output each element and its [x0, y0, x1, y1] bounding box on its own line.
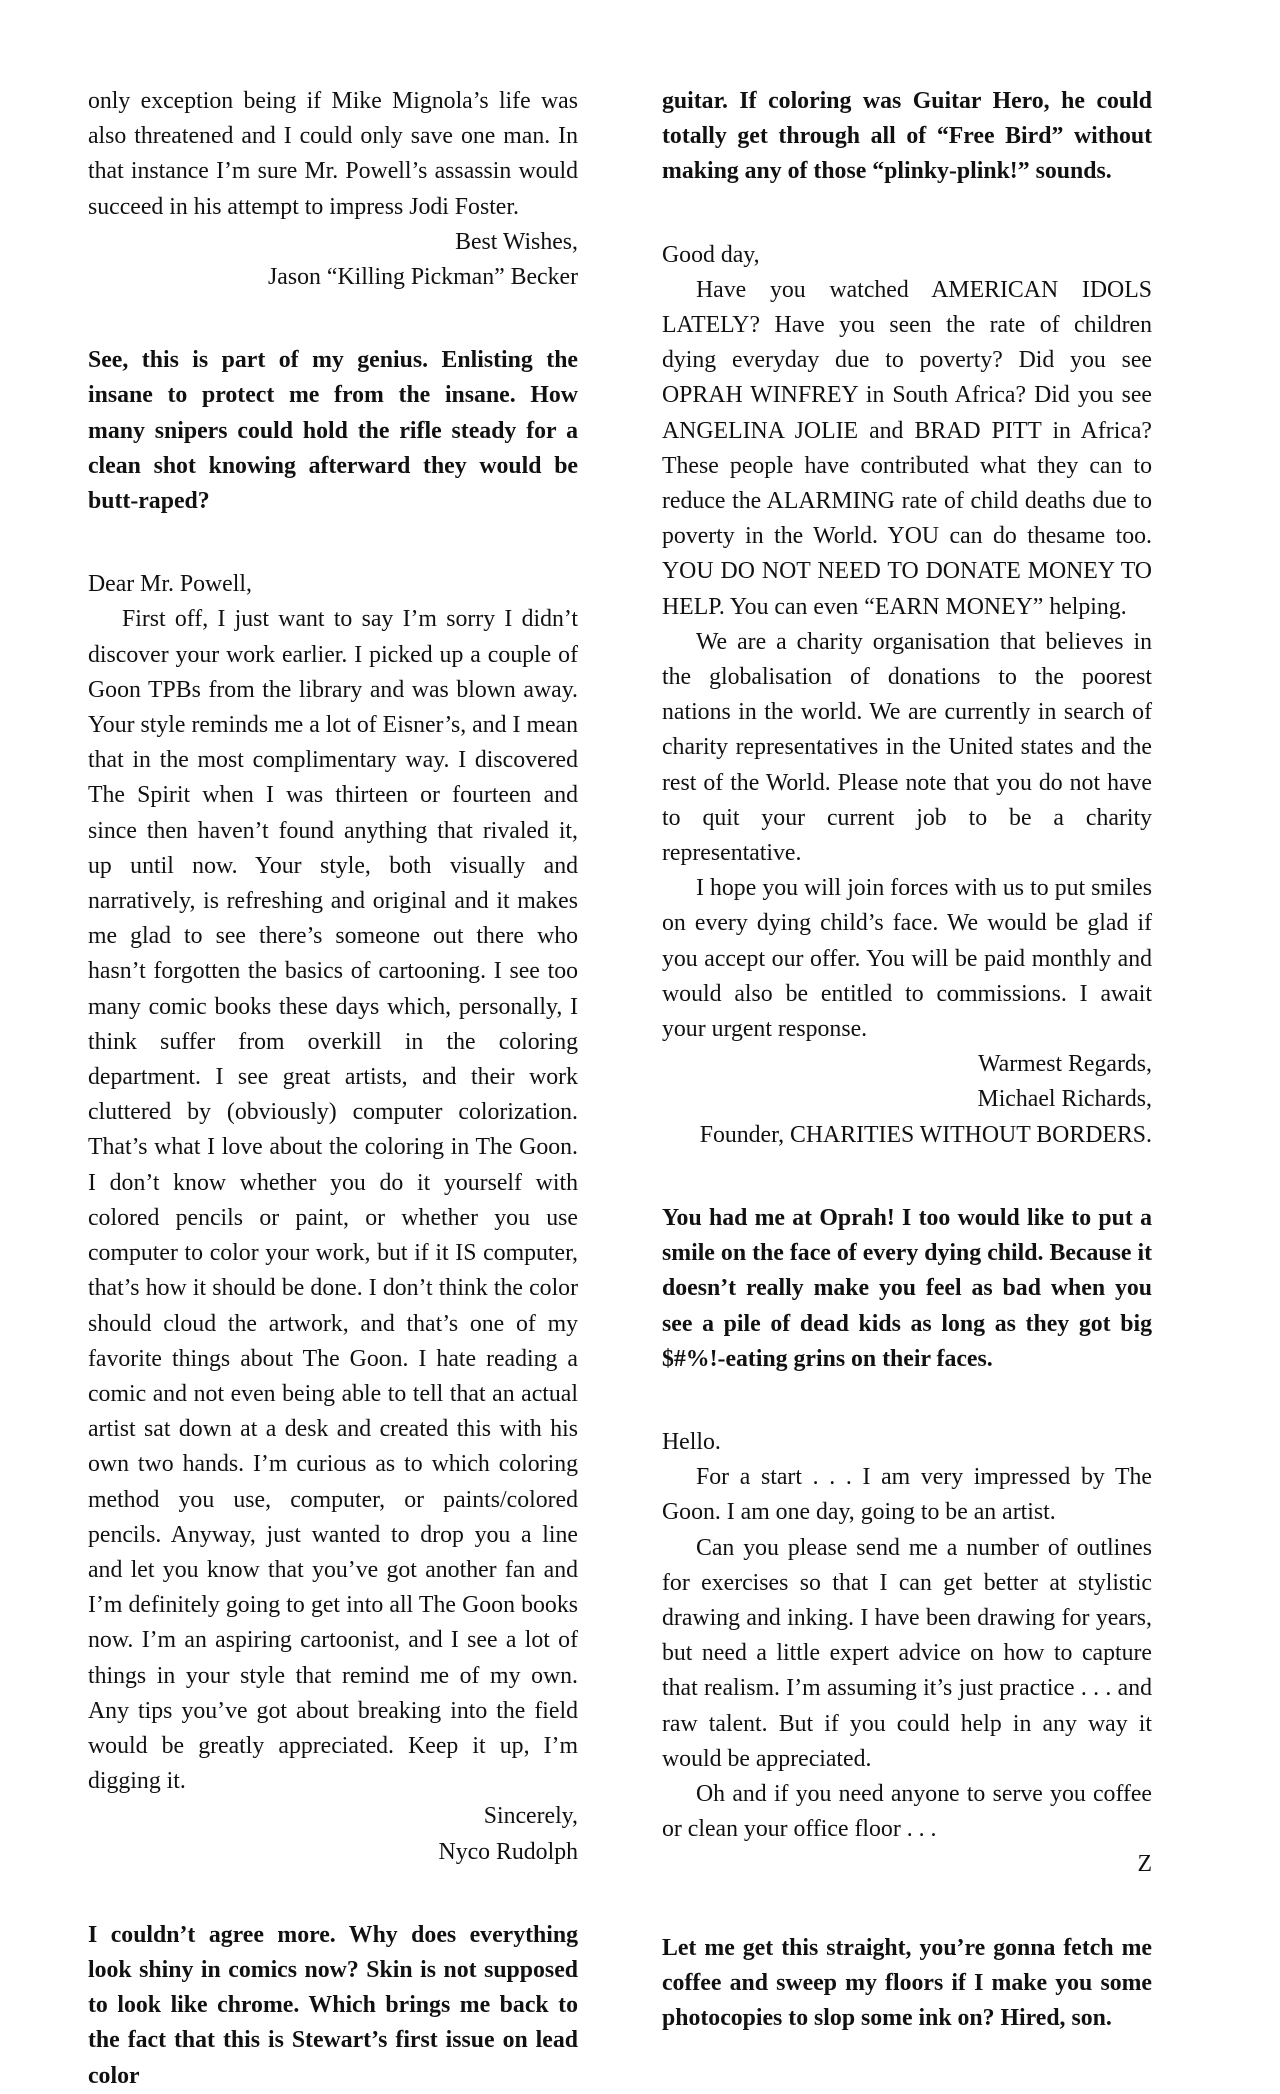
letter-paragraph: Have you watched AMERICAN IDOLS LATELY? Have you seen the rate of children dying everyday due to poverty? Did you see OPRAH WINFREY in South Africa? Did you see ANGELINA JOLIE and BRAD PITT in Africa? These people have contributed what they can to reduce the ALARMING rate of child deaths due to poverty in the World. YOU can do thesame too. YOU DO NOT NEED TO DONATE MONEY TO HELP. You can even “EARN MONEY” helping. — [662, 276, 1152, 620]
letter-continuation: only exception being if Mike Mignola’s life was also threatened and I could only save one man. In that instance I’m sure Mr. Powell’s assassin would succeed in his attempt to impress Jodi Foster. — [88, 88, 578, 220]
editor-response: I couldn’t agree more. Why does everything look shiny in comics now? Skin is not supposed to look like chrome. Which brings me back to the fact that this is Stewart’s first issue on lead color — [88, 1921, 578, 2089]
editor-response: See, this is part of my genius. Enlisting the insane to protect me from the insane. How many snipers could hold the rifle steady for a clean shot knowing afterward they would be butt-raped? — [88, 347, 578, 515]
letter-greeting: Hello. — [662, 1428, 721, 1455]
letter-paragraph: For a start . . . I am very impressed by The Goon. I am one day, going to be an artist. — [662, 1464, 1152, 1526]
left-column — [88, 84, 578, 2094]
letter-paragraph: Can you please send me a number of outlines for exercises so that I can get better at stylistic drawing and inking. I have been drawing for years, but need a little expert advice on how to capture that realism. I’m assuming it’s just practice . . . and raw talent. But if you could help in any way it would be appreciated. — [662, 1534, 1152, 1772]
letter-paragraph: First off, I just want to say I’m sorry I didn’t discover your work earlier. I picked up a couple of Goon TPBs from the library and was blown away. Your style reminds me a lot of Eisner’s, and I mean that in the most complimentary way. I discovered The Spirit when I was thirteen or fourteen and since then haven’t found anything that rivaled it, up until now. Your style, both visually and narratively, is refreshing and original and it makes me glad to see there’s someone out there who hasn’t forgotten the basics of cartooning. I see too many comic books these days which, personally, I think suffer from overkill in the coloring department. I see great artists, and their work cluttered by (obviously) computer colorization. That’s what I love about the coloring in The Goon. I don’t know whether you do it yourself with colored pencils or paint, or whether you use computer to color your work, but if it IS computer, that’s how it should be done. I don’t think the color should cloud the artwork, and that’s one of my favorite things about The Goon. I hate reading a comic and not even being able to tell that an actual artist sat down at a desk and created this with his own two hands. I’m curious as to which coloring method you use, computer, or paints/colored pencils. Anyway, just wanted to drop you a line and let you know that you’ve got another fan and I’m definitely going to get into all The Goon books now. I’m an aspiring cartoonist, and I see a lot of things in your style that remind me of my own. Any tips you’ve got about breaking into the field would be greatly appreciated. Keep it up, I’m digging it. — [88, 606, 578, 1795]
letter-greeting: Dear Mr. Powell, — [88, 571, 252, 598]
signature: Nyco Rudolph — [438, 1838, 578, 1865]
editor-response-continuation: guitar. If coloring was Guitar Hero, he could totally get through all of “Free Bird” without making any of those “plinky-plink!” sounds. — [662, 88, 1152, 185]
editor-response: You had me at Oprah! I too would like to put a smile on the face of every dying child. Because it doesn’t really make you feel as bad when you see a pile of dead kids as long as they got big $#%!-eating grins on their faces. — [662, 1204, 1152, 1372]
right-column — [662, 84, 1152, 2036]
signoff: Sincerely, — [483, 1803, 578, 1830]
editor-response: Let me get this straight, you’re gonna fetch me coffee and sweep my floors if I make you some photocopies to slop some ink on? Hired, son. — [662, 1934, 1152, 2031]
signature-title: Founder, CHARITIES WITHOUT BORDERS. — [699, 1121, 1152, 1148]
letter-greeting: Good day, — [662, 241, 760, 268]
signature: Jason “Killing Pickman” Becker — [268, 264, 578, 291]
signature: Michael Richards, — [977, 1086, 1152, 1113]
signoff: Warmest Regards, — [978, 1051, 1152, 1078]
signoff: Best Wishes, — [455, 228, 578, 255]
letter-paragraph: Oh and if you need anyone to serve you coffee or clean your office floor . . . — [662, 1780, 1152, 1843]
signature: Z — [1137, 1851, 1152, 1878]
letter-paragraph: We are a charity organisation that believes in the globalisation of donations to the poorest nations in the world. We are currently in search of charity representatives in the United states and the rest of the World. Please note that you do not have to quit your current job to be a charity representative. — [662, 628, 1152, 867]
letter-paragraph: I hope you will join forces with us to put smiles on every dying child’s face. We would be glad if you accept our offer. You will be paid monthly and would also be entitled to commissions. I await your urgent response. — [662, 875, 1152, 1043]
